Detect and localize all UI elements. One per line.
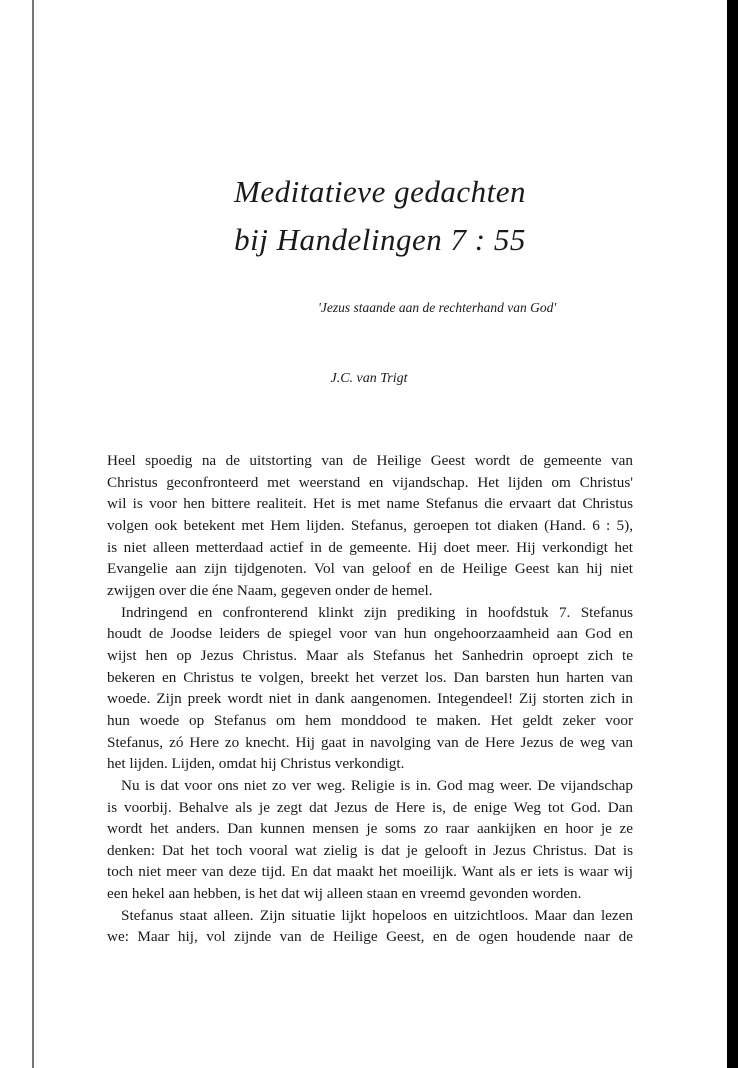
body-line: toch niet meer van deze tijd. En dat maakt het moeilijk. Want als er iets is waar wij bbox=[107, 863, 633, 881]
body-line: hun woede op Stefanus om hem monddood te maken. Het geldt zeker voor bbox=[107, 711, 633, 729]
body-line: we: Maar hij, vol zijnde van de Heilige Geest, en de ogen houdende naar de bbox=[107, 928, 633, 946]
body-line: Stefanus staat alleen. Zijn situatie lijkt hopeloos en uitzichtloos. Maar dan lezen bbox=[121, 906, 633, 924]
article-body bbox=[107, 450, 633, 948]
body-line: het lijden. Lijden, omdat hij Christus verkondigt. bbox=[107, 755, 405, 773]
scan-right-edge bbox=[727, 0, 738, 1068]
body-line: houdt de Joodse leiders de spiegel voor van hun ongehoorzaamheid aan God en bbox=[107, 625, 633, 643]
body-line: een hekel aan hebben, is het dat wij alleen staan en vreemd gevonden worden. bbox=[107, 885, 582, 903]
body-line: bekeren en Christus te volgen, breekt het verzet los. Dan barsten hun harten van bbox=[107, 668, 633, 686]
body-line: wil is voor hen bittere realiteit. Het is met name Stefanus die ervaart dat Christus bbox=[107, 495, 633, 513]
article-author: J.C. van Trigt bbox=[330, 371, 408, 386]
body-line: Stefanus, zó Here zo knecht. Hij gaat in navolging van de Here Jezus de weg van bbox=[107, 733, 633, 751]
body-line: Evangelie aan zijn tijdgenoten. Vol van geloof en de Heilige Geest kan hij niet bbox=[107, 560, 633, 578]
body-line: wordt het anders. Dan kunnen mensen je soms zo raar aankijken en hoor je ze bbox=[107, 820, 633, 838]
page-left-edge bbox=[32, 0, 34, 1068]
body-line: is niet alleen metterdaad actief in de gemeente. Hij doet meer. Hij verkondigt het bbox=[107, 538, 633, 556]
body-line: is voorbij. Behalve als je zegt dat Jezus de Here is, de enige Weg tot God. Dan bbox=[107, 798, 633, 816]
body-line: denken: Dat het toch vooral wat zielig is dat je gelooft in Jezus Christus. Dat is bbox=[107, 841, 633, 859]
body-line: Nu is dat voor ons niet zo ver weg. Religie is in. God mag weer. De vijandschap bbox=[121, 776, 633, 794]
body-line: zwijgen over die éne Naam, gegeven onder de hemel. bbox=[107, 581, 433, 599]
article-subtitle: 'Jezus staande aan de rechterhand van God' bbox=[318, 300, 557, 315]
body-line: Christus geconfronteerd met weerstand en vijandschap. Het lijden om Christus' bbox=[107, 473, 633, 491]
title-line-2: bij Handelingen 7 : 55 bbox=[234, 222, 526, 257]
body-line: Indringend en confronterend klinkt zijn prediking in hoofdstuk 7. Stefanus bbox=[121, 603, 633, 621]
body-line: volgen ook betekent met Hem lijden. Stefanus, geroepen tot diaken (Hand. 6 : 5), bbox=[107, 516, 633, 534]
title-line-1: Meditatieve gedachten bbox=[234, 174, 526, 209]
body-line: wijst hen op Jezus Christus. Maar als Stefanus het Sanhedrin oproept zich te bbox=[107, 646, 633, 664]
body-line: woede. Zijn preek wordt niet in dank aangenomen. Integendeel! Zij storten zich in bbox=[107, 690, 633, 708]
body-line: Heel spoedig na de uitstorting van de Heilige Geest wordt de gemeente van bbox=[107, 452, 633, 469]
article-title bbox=[0, 168, 738, 264]
